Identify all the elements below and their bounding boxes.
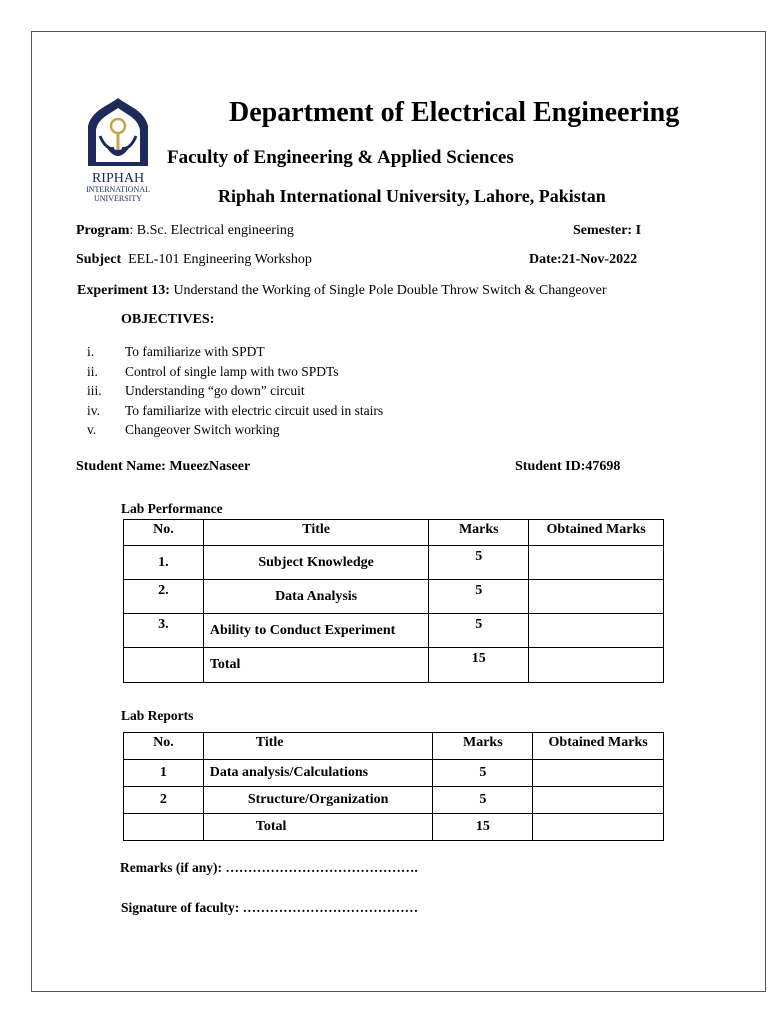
table-row: 2 Structure/Organization 5 xyxy=(124,787,664,814)
obtained-marks-cell[interactable] xyxy=(529,614,664,648)
student-id: Student ID:47698 xyxy=(515,459,621,474)
logo-text-mid: INTERNATIONAL xyxy=(86,185,150,194)
date: Date:21-Nov-2022 xyxy=(529,252,638,267)
col-header: Marks xyxy=(429,520,529,546)
obtained-marks-cell[interactable] xyxy=(533,760,664,787)
table-row: Total 15 xyxy=(124,648,664,683)
table-row: Total 15 xyxy=(124,814,664,841)
logo-text-top: RIPHAH xyxy=(91,171,145,186)
subject-line xyxy=(76,252,312,268)
obtained-marks-cell[interactable] xyxy=(533,787,664,814)
col-header: Obtained Marks xyxy=(529,520,664,546)
experiment-value: Understand the Working of Single Pole Double Throw Switch & Changeover xyxy=(169,283,607,298)
col-header: Title xyxy=(203,733,433,760)
list-item: i. To familiarize with SPDT xyxy=(87,344,265,359)
semester: Semester: I xyxy=(573,223,642,238)
subject-label: Subject xyxy=(76,252,122,267)
table-header-row xyxy=(124,520,664,546)
university-title: Riphah International University, Lahore, Pakistan xyxy=(218,186,606,206)
objectives-list xyxy=(87,342,383,440)
table-row: 1. Subject Knowledge 5 xyxy=(124,546,664,580)
program-line xyxy=(76,223,294,239)
obtained-marks-cell[interactable] xyxy=(533,814,664,841)
list-item: iv. To familiarize with electric circuit used in stairs xyxy=(87,402,384,418)
program-label: Program xyxy=(76,223,130,238)
lab-reports-table xyxy=(123,732,664,841)
signature-line: Signature of faculty: ………………………………… xyxy=(121,900,419,915)
experiment-label: Experiment 13: xyxy=(77,283,170,298)
department-title: Department of Electrical Engineering xyxy=(229,97,680,128)
col-header: No. xyxy=(124,520,204,546)
lab-performance-table xyxy=(123,519,664,683)
obtained-marks-cell[interactable] xyxy=(529,546,664,580)
experiment-line xyxy=(77,283,607,299)
logo-text-bot: UNIVERSITY xyxy=(94,194,142,203)
list-item: v. Changeover Switch working xyxy=(87,422,280,437)
remarks-line: Remarks (if any): ……………………………………. xyxy=(120,860,418,875)
col-header: No. xyxy=(124,733,204,760)
col-header: Marks xyxy=(433,733,533,760)
list-item: ii. Control of single lamp with two SPDTs xyxy=(87,363,339,379)
objectives-title: OBJECTIVES: xyxy=(121,312,215,327)
university-logo xyxy=(78,96,158,206)
table-row: 2. Data Analysis 5 xyxy=(124,580,664,614)
obtained-marks-cell[interactable] xyxy=(529,580,664,614)
subject-value: EEL-101 Engineering Workshop xyxy=(128,252,312,267)
lab-reports-caption: Lab Reports xyxy=(121,708,194,723)
obtained-marks-cell[interactable] xyxy=(529,648,664,683)
col-header: Title xyxy=(203,520,429,546)
list-item: iii. Understanding “go down” circuit xyxy=(87,383,305,398)
table-row: 3. Ability to Conduct Experiment 5 xyxy=(124,614,664,648)
col-header: Obtained Marks xyxy=(533,733,664,760)
table-row: 1 Data analysis/Calculations 5 xyxy=(124,760,664,787)
program-value: : B.Sc. Electrical engineering xyxy=(129,223,294,238)
lab-performance-caption: Lab Performance xyxy=(121,501,223,516)
faculty-title: Faculty of Engineering & Applied Sciences xyxy=(167,147,514,168)
student-name: Student Name: MueezNaseer xyxy=(76,459,251,474)
table-header-row xyxy=(124,733,664,760)
